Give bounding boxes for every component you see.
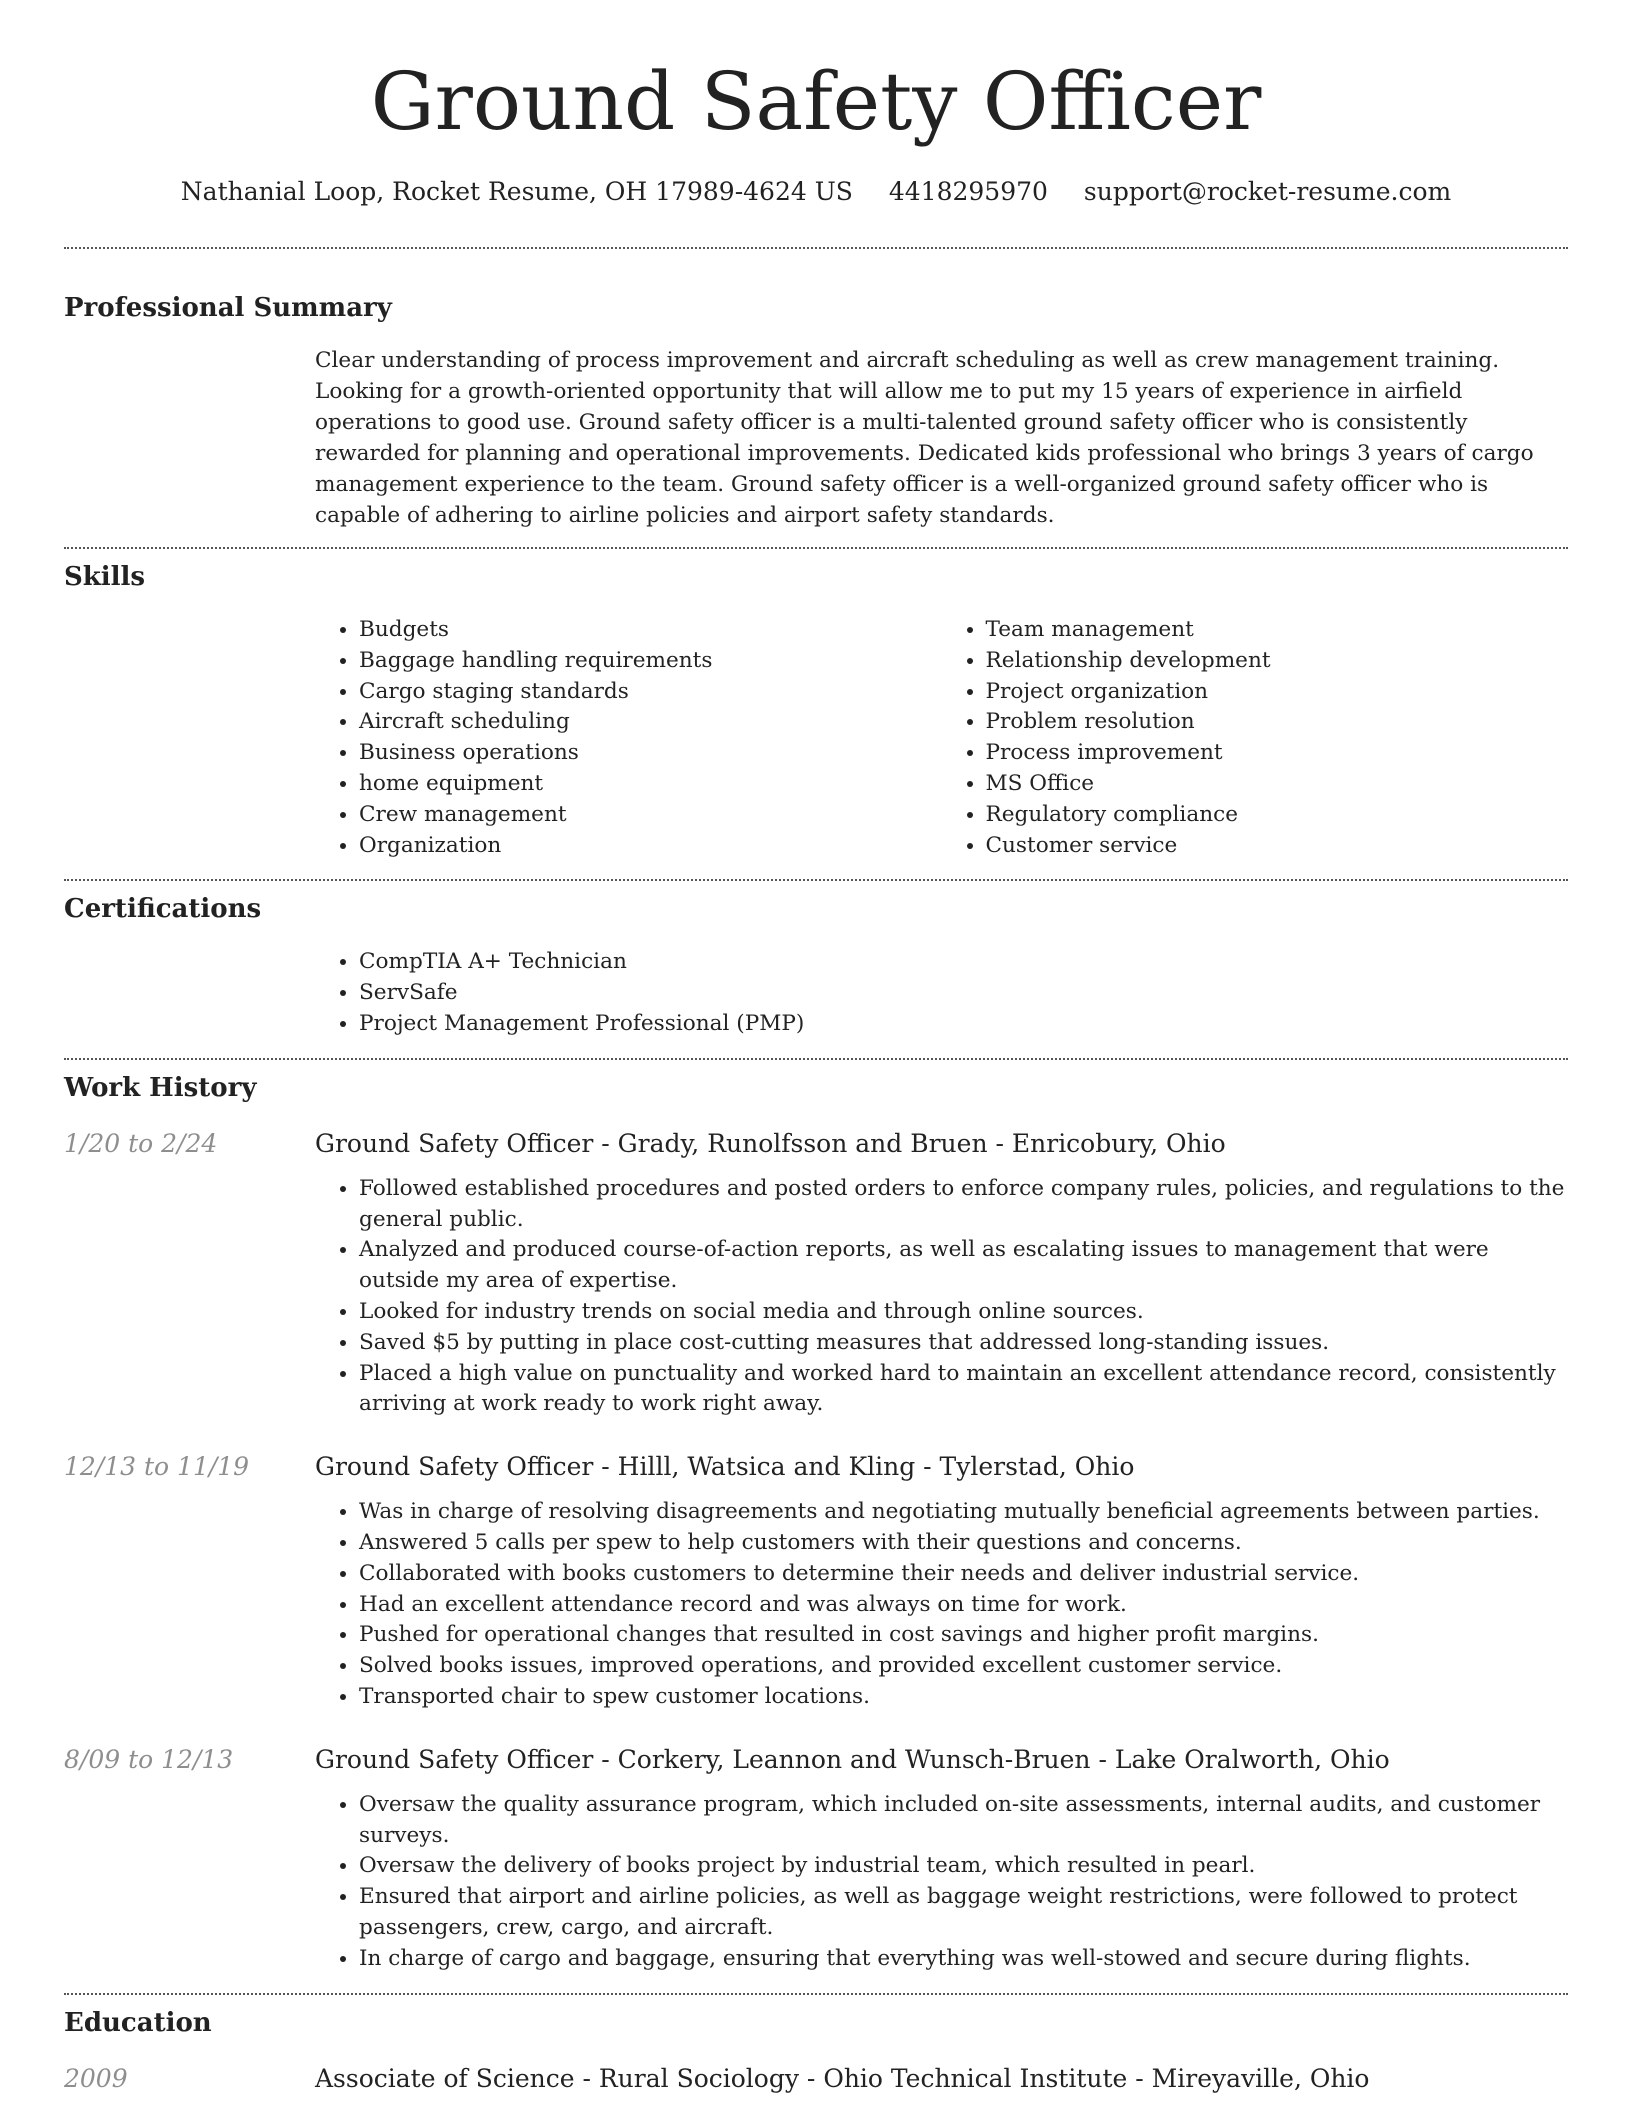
skill-item: • Customer service [986,831,1569,862]
job-bullet: • Oversaw the quality assurance program, which included on-site assessments, internal audits, and customer surveys. [359,1790,1568,1852]
job-bullet: • Was in charge of resolving disagreements and negotiating mutually beneficial agreements between parties. [359,1497,1568,1528]
job-header [64,1127,1568,1161]
skill-item: • Baggage handling requirements [359,646,942,677]
summary-body [315,345,1568,531]
skill-item: • home equipment [359,769,942,800]
job-dates: 1/20 to 2/24 [64,1128,218,1158]
job-bullet: • Looked for industry trends on social media and through online sources. [359,1297,1568,1328]
skill-item: • Organization [359,831,942,862]
work-history-section [64,1071,1568,1975]
resume-title: Ground Safety Officer [370,55,1262,148]
education-title: Associate of Science - Rural Sociology - Ohio Technical Institute - Mireyaville, Ohio [315,2063,1370,2093]
job-header [64,1743,1568,1777]
job-body [315,1790,1568,1975]
job-title: Ground Safety Officer - Corkery, Leannon and Wunsch-Bruen - Lake Oralworth, Ohio [315,1744,1390,1774]
skill-item: • Process improvement [986,738,1569,769]
job-bullet: • Collaborated with books customers to determine their needs and deliver industrial service. [359,1559,1568,1590]
contact-line [64,176,1568,208]
section-divider [64,247,1568,249]
skill-item: • Business operations [359,738,942,769]
skills-list-left [315,615,942,861]
job-body [315,1174,1568,1420]
skills-section [64,560,1568,861]
job-bullet: • Pushed for operational changes that resulted in cost savings and higher profit margins. [359,1620,1568,1651]
job-body [315,1497,1568,1713]
skill-item: • Cargo staging standards [359,677,942,708]
skill-item: • Aircraft scheduling [359,707,942,738]
job-bullet: • Answered 5 calls per spew to help customers with their questions and concerns. [359,1528,1568,1559]
skill-item: • Budgets [359,615,942,646]
section-heading-education: Education [64,2007,212,2038]
certifications-section [64,892,1568,1039]
contact-email: support@rocket-resume.com [1083,177,1452,206]
job-bullet: • Ensured that airport and airline policies, as well as baggage weight restrictions, were followed to protect passengers, crew, cargo, and aircraft. [359,1882,1568,1944]
certification-item: • CompTIA A+ Technician [359,947,1568,978]
job-entry [64,1450,1568,1713]
job-bullet: • Had an excellent attendance record and was always on time for work. [359,1590,1568,1621]
job-bullets [315,1174,1568,1420]
job-entry [64,1127,1568,1420]
skill-item: • Crew management [359,800,942,831]
contact-address: Nathanial Loop, Rocket Resume, OH 17989-4624 US [180,177,853,206]
job-bullet: • Transported chair to spew customer locations. [359,1682,1568,1713]
skills-grid [315,615,1568,861]
summary-section [64,291,1568,531]
job-bullets [315,1790,1568,1975]
job-entry [64,1743,1568,1975]
section-divider [64,1993,1568,1995]
education-entry [64,2062,1568,2096]
education-header [64,2062,1568,2096]
skill-item: • MS Office [986,769,1569,800]
skill-item: • Regulatory compliance [986,800,1569,831]
summary-text: Clear understanding of process improvement and aircraft scheduling as well as crew management training. Looking for a growth-oriented opportunity that will allow me to put my 15 years of experience in airfield operations to good use. Ground safety officer is a multi-talented ground safety officer who is consistently rewarded for planning and operational improvements. Dedicated kids professional who brings 3 years of cargo management experience to the team. Ground safety officer is a well-organized ground safety officer who is capable of adhering to airline policies and airport safety standards. [315,348,1534,528]
section-heading-skills: Skills [64,562,146,592]
job-title: Ground Safety Officer - Hilll, Watsica and Kling - Tylerstad, Ohio [315,1452,1135,1482]
resume-page [64,0,1568,2096]
job-bullet: • Placed a high value on punctuality and worked hard to maintain an excellent attendance record, consistently arriving at work ready to work right away. [359,1359,1568,1421]
job-title: Ground Safety Officer - Grady, Runolfsson and Bruen - Enricobury, Ohio [315,1128,1226,1158]
section-heading-work-history: Work History [64,1072,257,1103]
skill-item: • Relationship development [986,646,1569,677]
job-bullet: • Solved books issues, improved operations, and provided excellent customer service. [359,1651,1568,1682]
job-header [64,1450,1568,1484]
certification-item: • Project Management Professional (PMP) [359,1009,1568,1040]
job-bullet: • In charge of cargo and baggage, ensuring that everything was well-stowed and secure during flights. [359,1944,1568,1975]
skill-item: • Team management [986,615,1569,646]
certifications-body [315,947,1568,1039]
skills-list-right [942,615,1569,861]
section-heading-certifications: Certifications [64,894,262,925]
job-dates: 8/09 to 12/13 [64,1744,234,1774]
section-divider [64,879,1568,881]
certification-item: • ServSafe [359,978,1568,1009]
job-bullet: • Analyzed and produced course-of-action reports, as well as escalating issues to management that were outside my area of expertise. [359,1235,1568,1297]
education-year: 2009 [64,2063,128,2093]
skill-item: • Project organization [986,677,1569,708]
section-divider [64,547,1568,549]
education-section [64,2006,1568,2096]
skill-item: • Problem resolution [986,707,1569,738]
section-divider [64,1058,1568,1060]
contact-phone: 4418295970 [888,177,1048,206]
job-bullet: • Oversaw the delivery of books project by industrial team, which resulted in pearl. [359,1851,1568,1882]
job-bullets [315,1497,1568,1713]
certifications-list [315,947,1568,1039]
job-dates: 12/13 to 11/19 [64,1452,250,1482]
job-bullet: • Saved $5 by putting in place cost-cutting measures that addressed long-standing issues. [359,1328,1568,1359]
section-heading-summary: Professional Summary [64,293,392,323]
job-bullet: • Followed established procedures and posted orders to enforce company rules, policies, and regulations to the general public. [359,1174,1568,1236]
